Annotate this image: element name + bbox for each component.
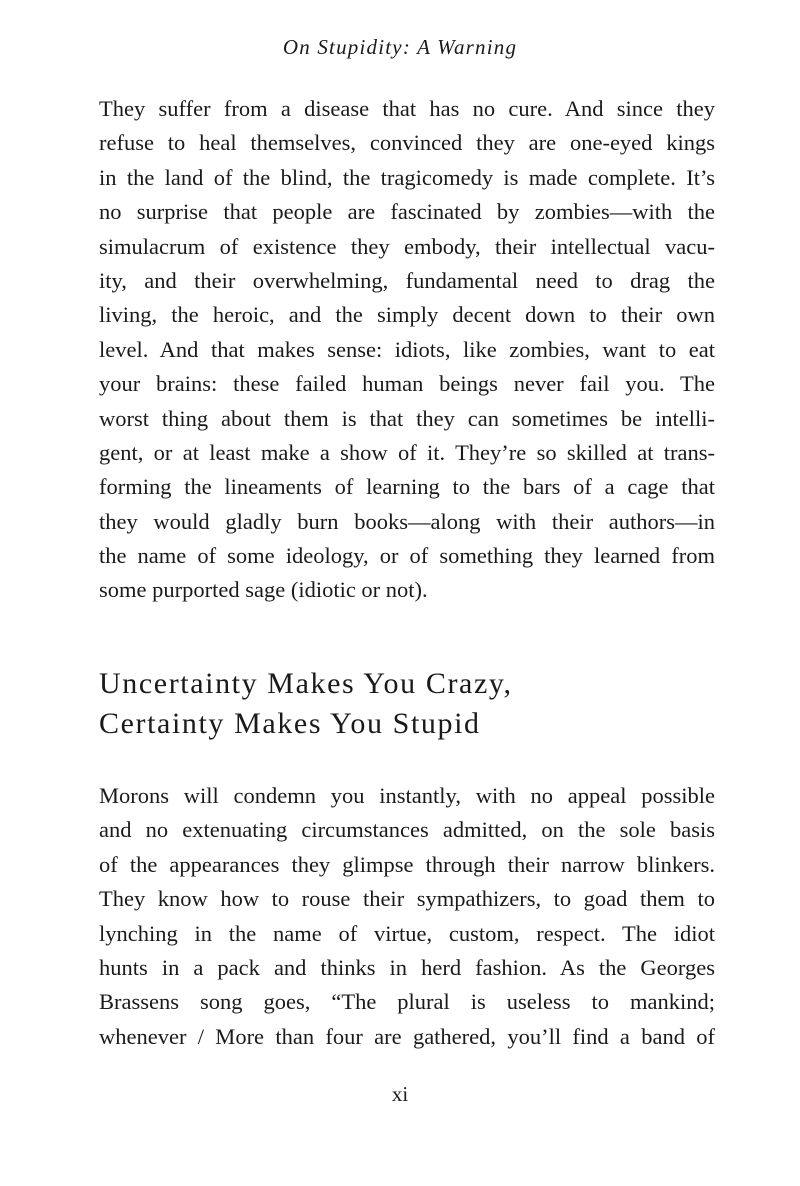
text-line: lynching in the name of virtue, custom, respect. The idiot [99,920,715,946]
text-line: gent, or at least make a show of it. They’re so skilled at trans- [99,439,715,465]
text-line: and no extenuating circumstances admitted, on the sole basis [99,817,715,843]
section-heading [99,664,719,744]
text-line: the name of some ideology, or of something they learned from [99,543,715,569]
text-line: worst thing about them is that they can sometimes be intelli- [99,405,715,431]
text-line: they would gladly burn books—along with their authors—in [99,508,715,534]
text-line: your brains: these failed human beings never fail you. The [99,371,715,397]
text-line: ity, and their overwhelming, fundamental need to drag the [99,267,715,293]
text-line: no surprise that people are fascinated by zombies—with the [99,199,715,225]
text-line: They know how to rouse their sympathizers, to goad them to [99,886,715,912]
body-paragraph-2 [99,779,715,1054]
text-line: whenever / More than four are gathered, you’ll find a band of [99,1023,715,1049]
running-head: On Stupidity: A Warning [282,35,518,59]
text-line: They suffer from a disease that has no cure. And since they [99,96,715,121]
text-line: level. And that makes sense: idiots, like zombies, want to eat [99,336,715,362]
text-line: living, the heroic, and the simply decent down to their own [99,302,715,328]
page-number: xi [391,1082,409,1106]
text-line: hunts in a pack and thinks in herd fashion. As the Georges [99,954,715,980]
text-line: refuse to heal themselves, convinced they are one-eyed kings [99,130,715,156]
section-heading-line: Uncertainty Makes You Crazy, [99,667,513,700]
text-line: simulacrum of existence they embody, their intellectual vacu- [99,233,715,259]
section-heading-line: Certainty Makes You Stupid [99,707,481,740]
text-line: in the land of the blind, the tragicomedy is made complete. It’s [99,164,715,190]
text-line: Brassens song goes, “The plural is useless to mankind; [99,989,715,1015]
text-line: Morons will condemn you instantly, with no appeal possible [99,783,715,808]
text-line: of the appearances they glimpse through their narrow blinkers. [99,851,715,877]
text-line: some purported sage (idiotic or not). [99,577,428,603]
text-line: forming the lineaments of learning to the bars of a cage that [99,474,715,500]
body-paragraph-1 [99,92,715,608]
